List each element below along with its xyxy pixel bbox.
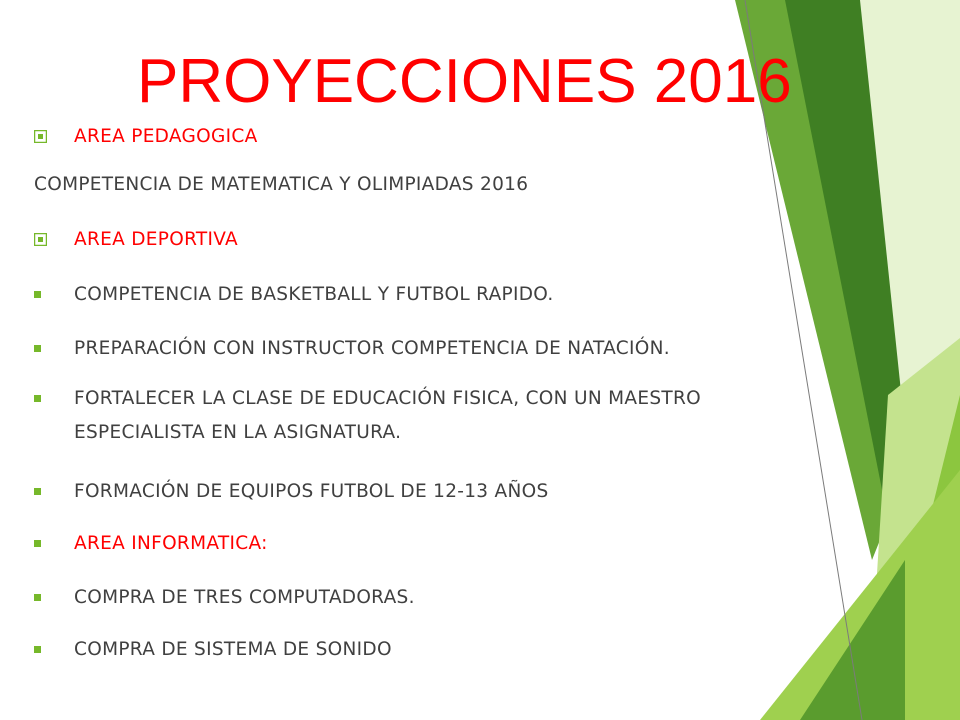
list-item (34, 633, 814, 667)
list-item (34, 120, 814, 154)
list-item-text: COMPETENCIA DE MATEMATICA Y OLIMPIADAS 2016 (34, 174, 529, 195)
list-item (34, 475, 814, 509)
small-square-icon (34, 643, 64, 663)
deep-green-wedge (800, 560, 905, 720)
small-square-icon (34, 342, 64, 362)
list-item (34, 382, 814, 450)
list-item-text: AREA DEPORTIVA (74, 229, 238, 250)
list-item-text: AREA PEDAGOGICA (74, 126, 258, 147)
hollow-square-icon (34, 130, 64, 150)
list-item-text: COMPRA DE TRES COMPUTADORAS. (74, 587, 415, 608)
list-item (34, 223, 814, 257)
hollow-square-icon (34, 233, 64, 253)
list-item (34, 581, 814, 615)
list-item (34, 278, 814, 312)
list-item (34, 332, 814, 366)
list-item-text: PREPARACIÓN CON INSTRUCTOR COMPETENCIA DE NATACIÓN. (74, 338, 670, 359)
list-item-text: FORTALECER LA CLASE DE EDUCACIÓN FISICA, CON UN MAESTRO ESPECIALISTA EN LA ASIGNATURA. (74, 388, 701, 443)
slide-title: PROYECCIONES 2016 (137, 47, 792, 116)
small-square-icon (34, 288, 64, 308)
list-item (34, 168, 814, 202)
list-item-text: AREA INFORMATICA: (74, 533, 268, 554)
list-item-text: FORMACIÓN DE EQUIPOS FUTBOL DE 12-13 AÑOS (74, 481, 549, 502)
small-square-icon (34, 392, 64, 412)
list-item (34, 527, 814, 561)
small-square-icon (34, 485, 64, 505)
small-square-icon (34, 537, 64, 557)
small-square-icon (34, 591, 64, 611)
list-item-text: COMPRA DE SISTEMA DE SONIDO (74, 639, 392, 660)
list-item-text: COMPETENCIA DE BASKETBALL Y FUTBOL RAPIDO. (74, 284, 554, 305)
